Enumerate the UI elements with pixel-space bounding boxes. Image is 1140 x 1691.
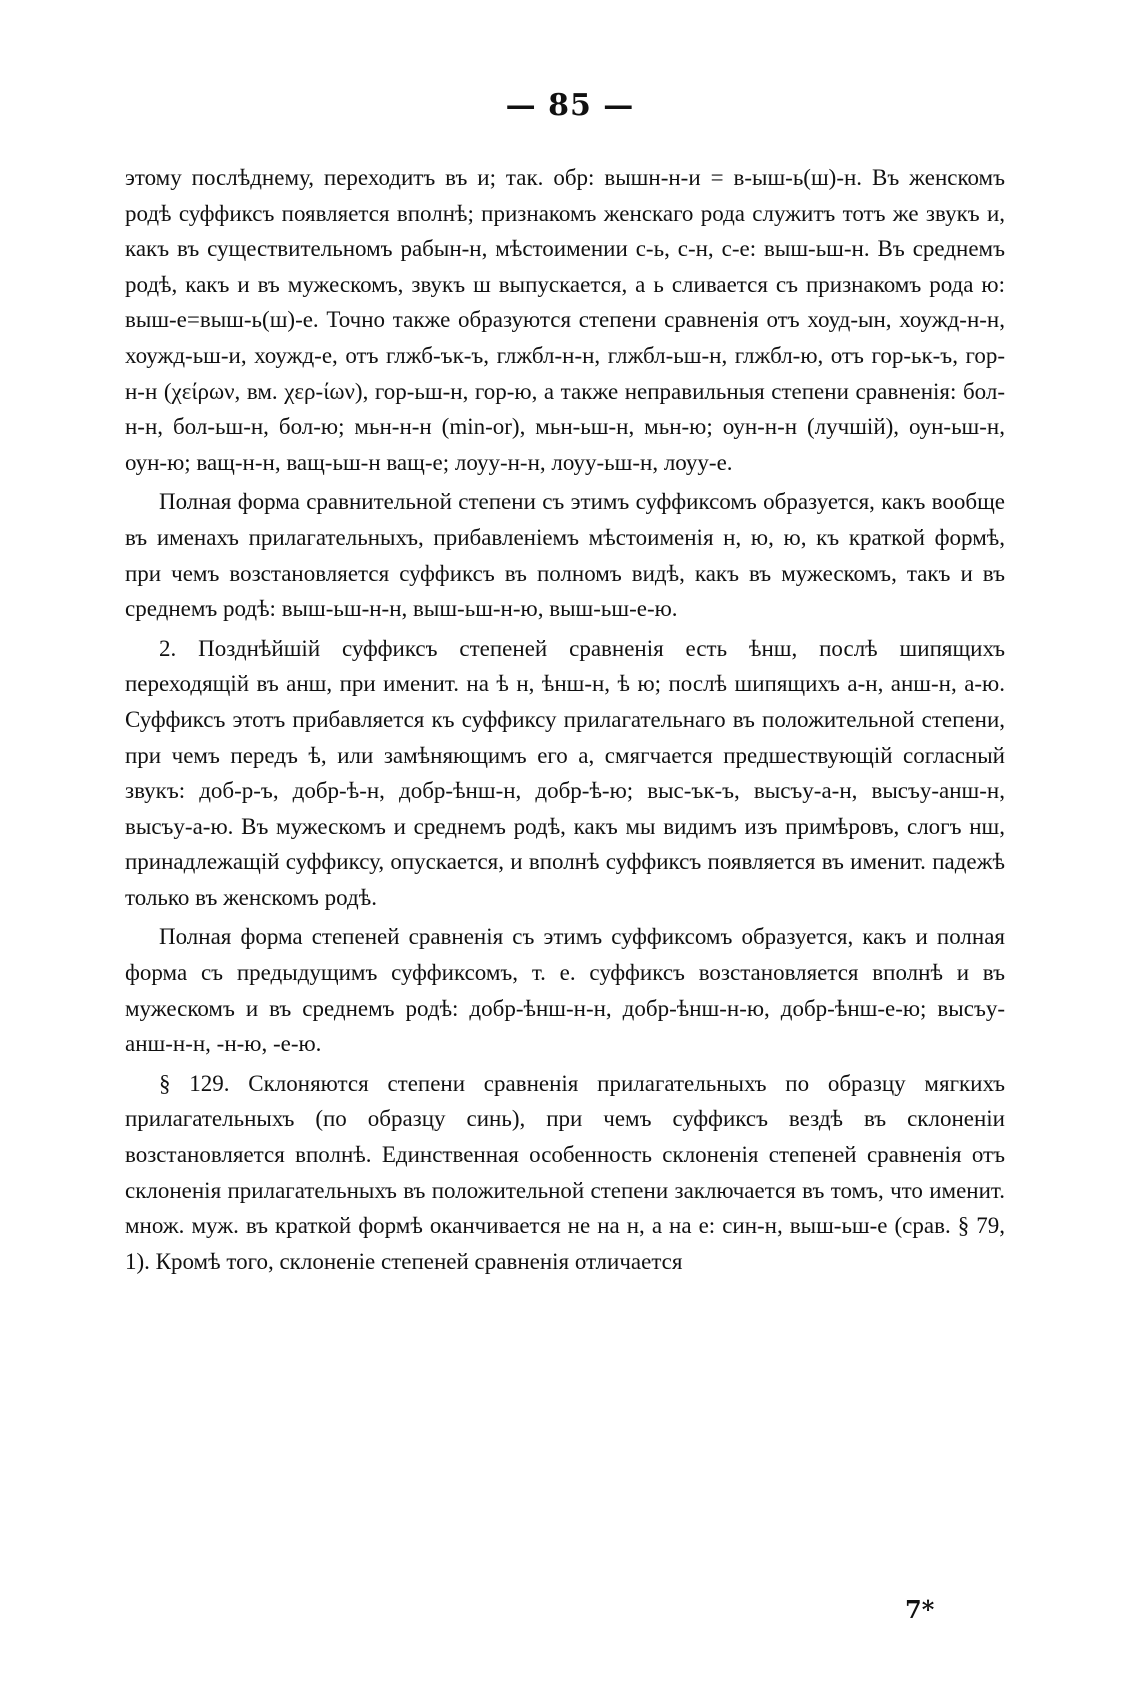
body-text xyxy=(125,160,1005,1279)
paragraph-1: этому послѣднему, переходитъ въ и; так. обр: вышн-н-и = в-ыш-ь(ш)-н. Въ женскомъ родѣ суффиксъ появляется вполнѣ; признакомъ женскаго рода служитъ тотъ же звукъ и, какъ въ существительномъ рабын-н, мѣстоимении с-ь, с-н, с-е: выш-ьш-н. Въ среднемъ родѣ, какъ и въ мужескомъ, звукъ ш выпускается, а ь сливается съ признакомъ рода ю: выш-е=выш-ь(ш)-е. Точно также образуются степени сравненія отъ хоуд-ын, хоужд-н-н, хоужд-ьш-и, хоужд-е, отъ глжб-ък-ъ, глжбл-н-н, глжбл-ьш-н, глжбл-ю, отъ гор-ьк-ъ, гор-н-н (χείρων, вм. χερ-ίων), гор-ьш-н, гор-ю, а также неправильныя степени сравненія: бол-н-н, бол-ьш-н, бол-ю; мьн-н-н (min-or), мьн-ьш-н, мьн-ю; оун-н-н (лучшій), оун-ьш-н, оун-ю; ващ-н-н, ващ-ьш-н ващ-е; лоуу-н-н, лоуу-ьш-н, лоуу-е. xyxy=(125,165,1005,475)
page-number: — 85 — xyxy=(505,88,635,123)
signature-mark: 7* xyxy=(905,1595,935,1624)
paragraph-2: Полная форма сравнительной степени съ этимъ суффиксомъ образуется, какъ вообще въ именахъ прилагательныхъ, прибавленіемъ мѣстоименія н, ю, ю, къ краткой формѣ, при чемъ возстановляется суффиксъ въ полномъ видѣ, какъ въ мужескомъ, такъ и въ среднемъ родѣ: выш-ьш-н-н, выш-ьш-н-ю, выш-ьш-е-ю. xyxy=(125,489,1005,622)
paragraph-5-section-129: § 129. Склоняются степени сравненія прилагательныхъ по образцу мягкихъ прилагательныхъ (по образцу синь), при чемъ суффиксъ вездѣ въ склоненіи возстановляется вполнѣ. Единственная особенность склоненія степеней сравненія отъ склоненія прилагательныхъ въ положительной степени заключается въ томъ, что именит. множ. муж. въ краткой формѣ оканчивается не на н, а на е: син-н, выш-ьш-е (срав. § 79, 1). Кромѣ того, склоненіе степеней сравненія отличается xyxy=(125,1070,1005,1274)
paragraph-3: 2. Позднѣйшій суффиксъ степеней сравненія есть ѣнш, послѣ шипящихъ переходящій въ анш, при именит. на ѣ н, ѣнш-н, ѣ ю; послѣ шипящихъ а-н, анш-н, а-ю. Суффиксъ этотъ прибавляется къ суффиксу прилагательнаго въ положительной степени, при чемъ передъ ѣ, или замѣняющимъ его а, смягчается предшествующій согласный звукъ: доб-р-ъ, добр-ѣ-н, добр-ѣнш-н, добр-ѣ-ю; выс-ък-ъ, высъу-а-н, высъу-анш-н, высъу-а-ю. Въ мужескомъ и среднемъ родѣ, какъ мы видимъ изъ примѣровъ, слогъ нш, принадлежащій суффиксу, опускается, и вполнѣ суффиксъ появляется въ именит. падежѣ только въ женскомъ родѣ. xyxy=(125,635,1005,910)
paragraph-4: Полная форма степеней сравненія съ этимъ суффиксомъ образуется, какъ и полная форма съ предыдущимъ суффиксомъ, т. е. суффиксъ возстановляется вполнѣ и въ мужескомъ и въ среднемъ родѣ: добр-ѣнш-н-н, добр-ѣнш-н-ю, добр-ѣнш-е-ю; высъу-анш-н-н, -н-ю, -е-ю. xyxy=(125,924,1005,1057)
